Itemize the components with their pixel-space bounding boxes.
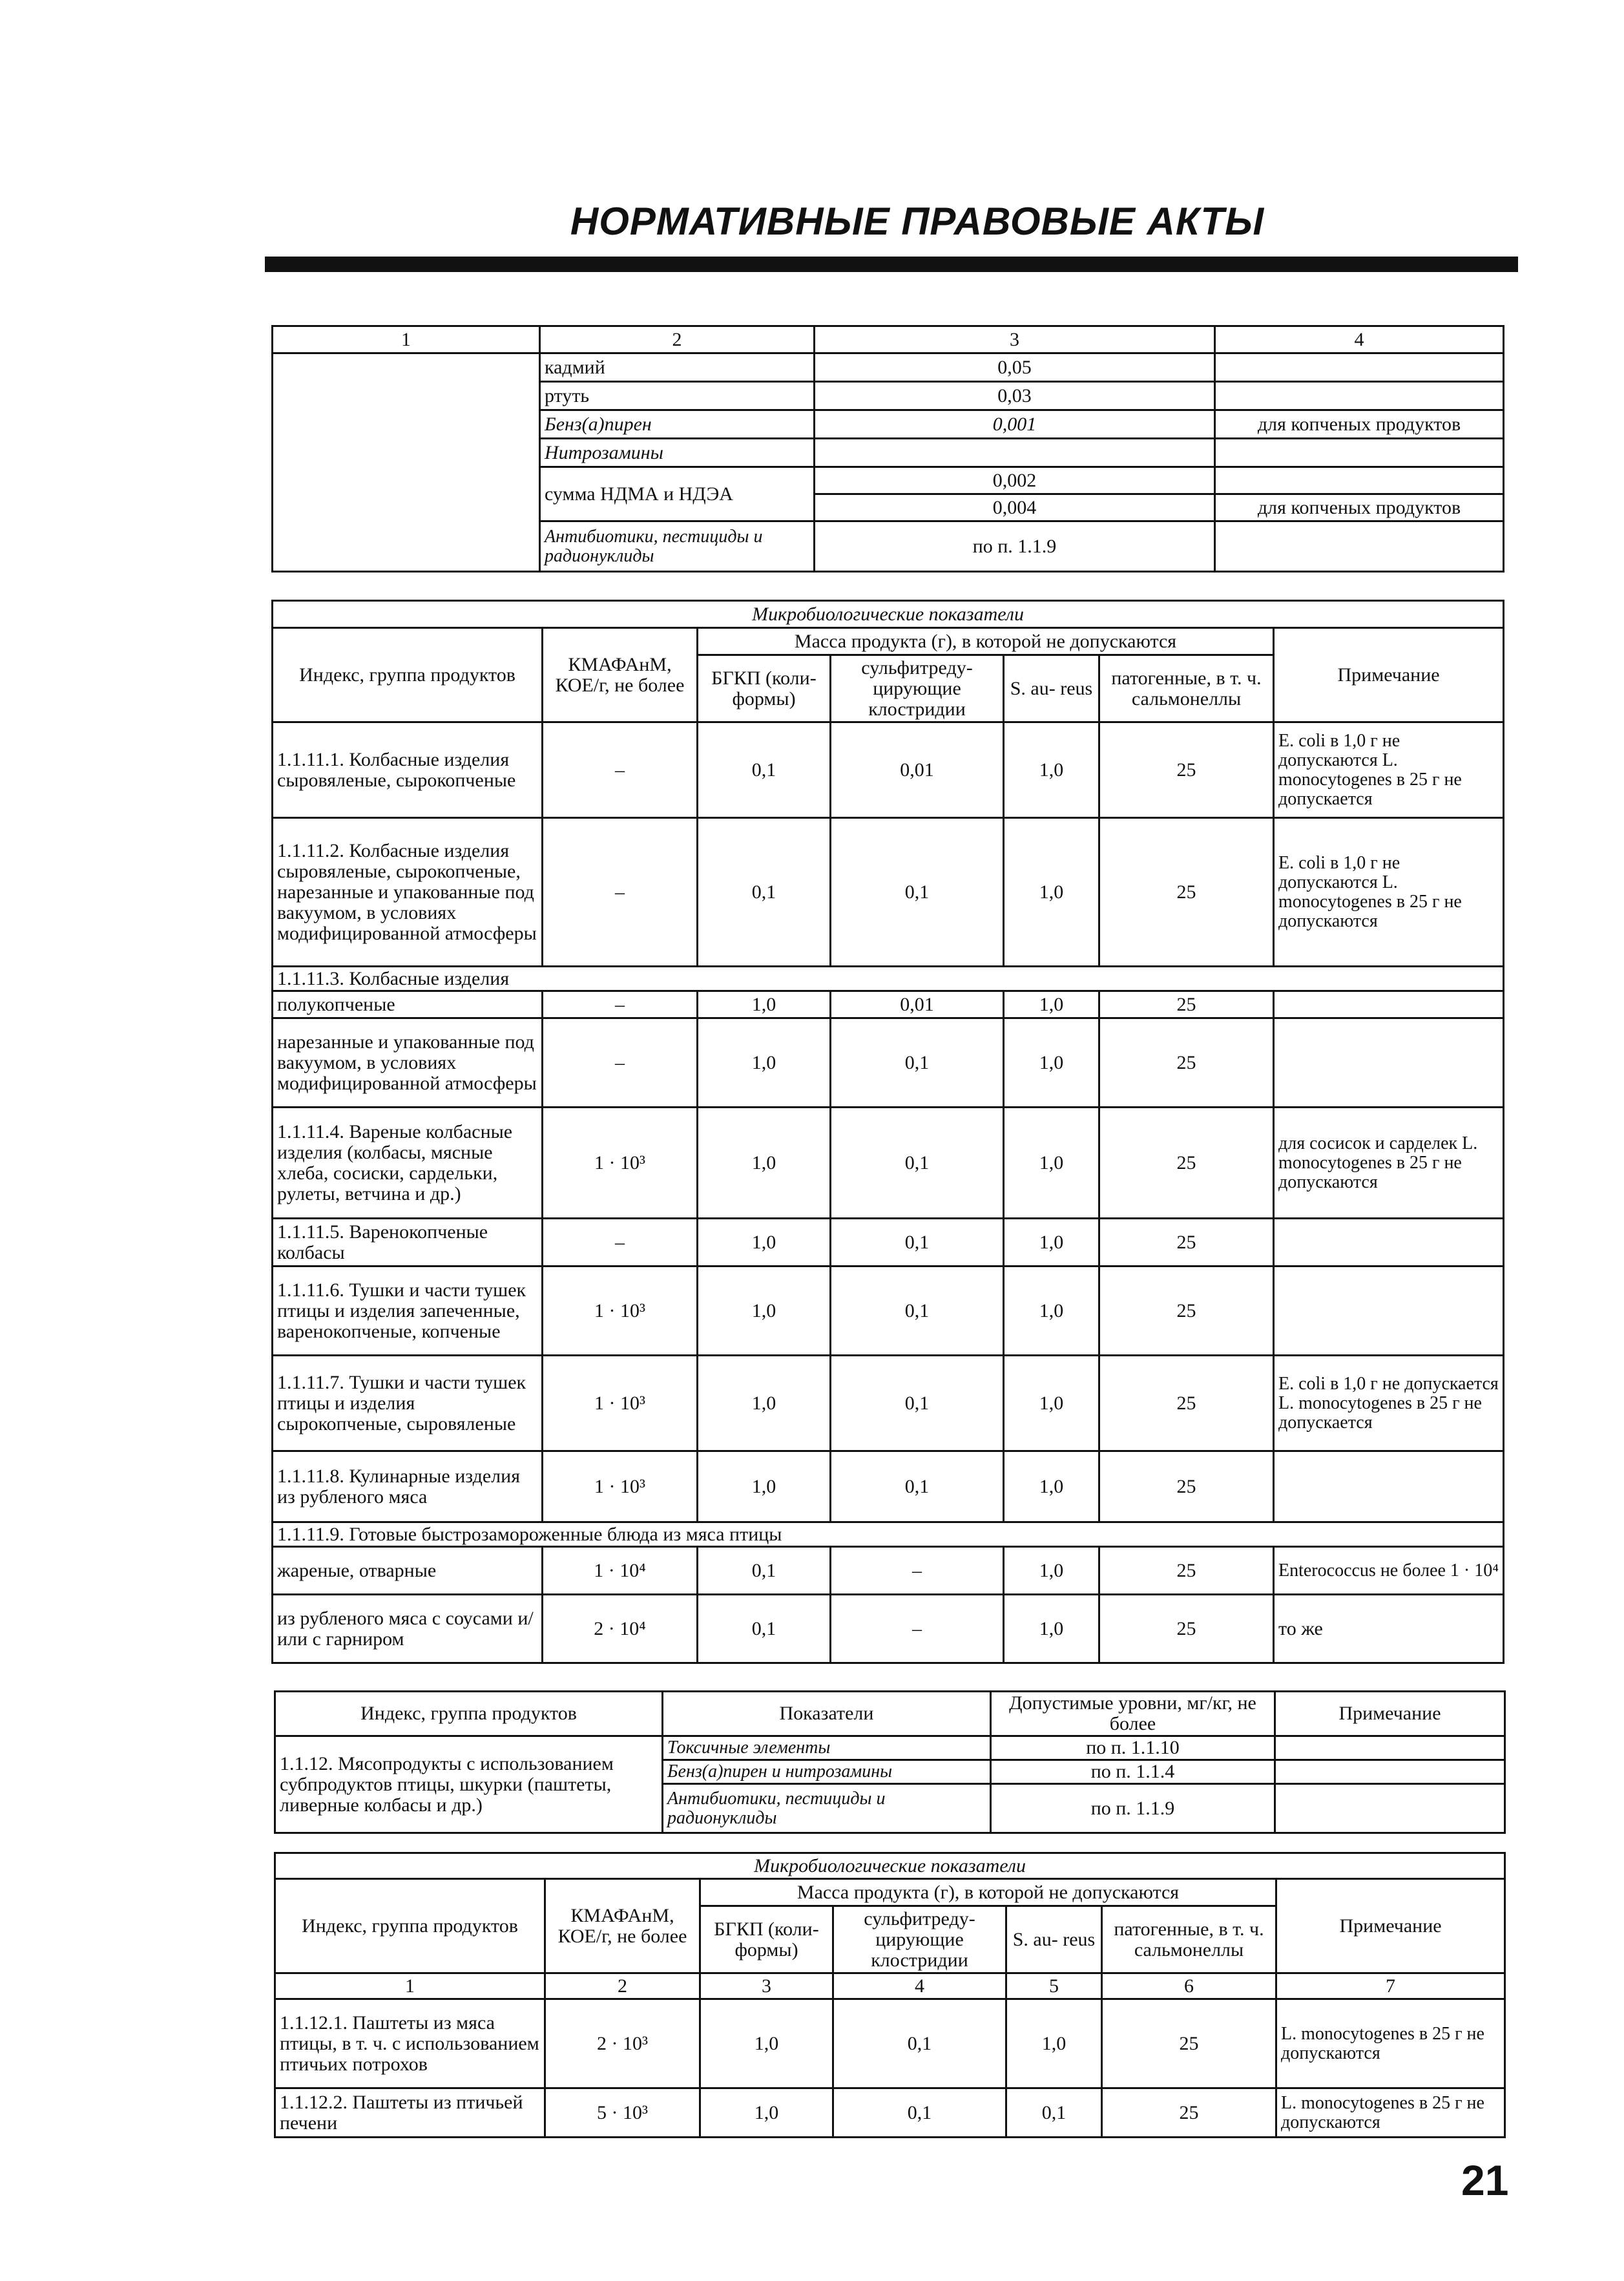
sulfite-value: 0,01 <box>831 991 1004 1018</box>
bgkp-value: 1,0 <box>698 1108 831 1219</box>
contaminant-name: Нитрозамины <box>540 439 815 467</box>
col-number: 3 <box>700 1973 833 1999</box>
contaminant-name: сумма НДМА и НДЭА <box>540 467 815 521</box>
col-header-saureus: S. au- reus <box>1004 655 1099 722</box>
bgkp-value: 1,0 <box>698 1451 831 1522</box>
product-index: 1.1.11.1. Колбасные изделия сыровяленые, сырокопченые <box>273 722 543 818</box>
row-note: E. coli в 1,0 г не допускается L. monocytogenes в 25 г не допускается <box>1274 1356 1504 1451</box>
product-index: 1.1.12. Мясопродукты с использованием субпродуктов птицы, шкурки (паштеты, ливерные колбасы и др.) <box>275 1736 663 1833</box>
sulfite-value: – <box>831 1595 1004 1663</box>
pathogen-value: 25 <box>1099 1547 1274 1595</box>
col-header-saureus: S. au- reus <box>1006 1906 1102 1973</box>
saureus-value: 1,0 <box>1004 1595 1099 1663</box>
sulfite-value: 0,1 <box>831 1018 1004 1108</box>
pathogen-value: 25 <box>1102 2088 1276 2138</box>
col-number: 6 <box>1102 1973 1276 1999</box>
bgkp-value: 1,0 <box>698 1267 831 1356</box>
group-header: 1.1.11.9. Готовые быстрозамороженные блюда из мяса птицы <box>273 1522 1504 1547</box>
bgkp-value: 1,0 <box>698 1018 831 1108</box>
sulfite-value: 0,1 <box>833 2088 1006 2138</box>
contaminant-note <box>1215 353 1504 382</box>
contaminant-value: 0,004 <box>815 494 1215 521</box>
col-header-index: Индекс, группа продуктов <box>275 1692 663 1736</box>
sulfite-value: 0,1 <box>831 818 1004 967</box>
kmafanm-value: 1 · 10³ <box>543 1356 698 1451</box>
header-rule <box>265 257 1518 272</box>
col-header-note: Примечание <box>1276 1879 1505 1973</box>
col-number: 7 <box>1276 1973 1505 1999</box>
row-note: L. monocytogenes в 25 г не допускаются <box>1276 1999 1505 2088</box>
bgkp-value: 1,0 <box>698 1219 831 1267</box>
contaminant-value: по п. 1.1.9 <box>815 521 1215 572</box>
indicator-level: по п. 1.1.4 <box>991 1760 1275 1784</box>
pathogen-value: 25 <box>1099 1108 1274 1219</box>
bgkp-value: 1,0 <box>698 1356 831 1451</box>
indicator-note <box>1275 1736 1505 1760</box>
row-note <box>1274 1451 1504 1522</box>
row-note: для сосисок и сарделек L. monocytogenes в 25 г не допускаются <box>1274 1108 1504 1219</box>
product-index: жареные, отварные <box>273 1547 543 1595</box>
contaminant-note <box>1215 439 1504 467</box>
col-header-indicators: Показатели <box>663 1692 991 1736</box>
bgkp-value: 1,0 <box>700 1999 833 2088</box>
indicator-name: Токсичные элементы <box>663 1736 991 1760</box>
saureus-value: 1,0 <box>1004 1018 1099 1108</box>
col-header-index: Индекс, группа продуктов <box>273 628 543 722</box>
indicator-name: Антибиотики, пестициды и радионуклиды <box>663 1784 991 1833</box>
pathogen-value: 25 <box>1099 722 1274 818</box>
pathogen-value: 25 <box>1099 1451 1274 1522</box>
saureus-value: 1,0 <box>1004 722 1099 818</box>
contaminant-value: 0,03 <box>815 382 1215 410</box>
col-number: 4 <box>833 1973 1006 1999</box>
kmafanm-value: 1 · 10³ <box>543 1108 698 1219</box>
microbiology-table-1-1-12 <box>274 1852 1506 2138</box>
sulfite-value: 0,1 <box>831 1451 1004 1522</box>
product-index: из рубленого мяса с соусами и/или с гарниром <box>273 1595 543 1663</box>
pathogen-value: 25 <box>1099 818 1274 967</box>
saureus-value: 1,0 <box>1004 1267 1099 1356</box>
contaminant-value: 0,001 <box>815 410 1215 439</box>
col-header-note: Примечание <box>1275 1692 1505 1736</box>
product-index: 1.1.11.7. Тушки и части тушек птицы и изделия сырокопченые, сыровяленые <box>273 1356 543 1451</box>
kmafanm-value: 1 · 10³ <box>543 1451 698 1522</box>
contaminant-value: 0,002 <box>815 467 1215 494</box>
sulfite-value: 0,1 <box>831 1219 1004 1267</box>
kmafanm-value: – <box>543 1219 698 1267</box>
sulfite-value: – <box>831 1547 1004 1595</box>
product-index: 1.1.11.5. Варенокопченые колбасы <box>273 1219 543 1267</box>
kmafanm-value: – <box>543 1018 698 1108</box>
row-note <box>1274 1018 1504 1108</box>
kmafanm-value: – <box>543 722 698 818</box>
pathogen-value: 25 <box>1099 991 1274 1018</box>
bgkp-value: 0,1 <box>698 818 831 967</box>
col-number: 4 <box>1215 326 1504 353</box>
col-number: 3 <box>815 326 1215 353</box>
contaminant-value: 0,05 <box>815 353 1215 382</box>
col-header-index: Индекс, группа продуктов <box>275 1879 545 1973</box>
col-header-mass: Масса продукта (г), в которой не допускаются <box>700 1879 1276 1906</box>
col-number: 2 <box>540 326 815 353</box>
sulfite-value: 0,1 <box>831 1267 1004 1356</box>
kmafanm-value: 5 · 10³ <box>545 2088 700 2138</box>
kmafanm-value: 1 · 10⁴ <box>543 1547 698 1595</box>
pathogen-value: 25 <box>1099 1356 1274 1451</box>
pathogen-value: 25 <box>1099 1219 1274 1267</box>
product-index: 1.1.11.2. Колбасные изделия сыровяленые, сырокопченые, нарезанные и упакованные под вакуумом, в условиях модифицированной атмосферы <box>273 818 543 967</box>
product-index: 1.1.11.6. Тушки и части тушек птицы и изделия запеченные, варенокопченые, копченые <box>273 1267 543 1356</box>
pathogen-value: 25 <box>1099 1018 1274 1108</box>
indicator-level: по п. 1.1.10 <box>991 1736 1275 1760</box>
col-header-levels: Допустимые уровни, мг/кг, не более <box>991 1692 1275 1736</box>
saureus-value: 1,0 <box>1004 1547 1099 1595</box>
contaminant-note: для копченых продуктов <box>1215 494 1504 521</box>
col-header-note: Примечание <box>1274 628 1504 722</box>
indicator-name: Бенз(а)пирен и нитрозамины <box>663 1760 991 1784</box>
product-index: 1.1.12.2. Паштеты из птичьей печени <box>275 2088 545 2138</box>
row-note <box>1274 1219 1504 1267</box>
product-index: полукопченые <box>273 991 543 1018</box>
kmafanm-value: 2 · 10⁴ <box>543 1595 698 1663</box>
kmafanm-value: – <box>543 818 698 967</box>
bgkp-value: 1,0 <box>700 2088 833 2138</box>
contaminant-note <box>1215 467 1504 494</box>
saureus-value: 1,0 <box>1004 991 1099 1018</box>
row-note: Enterococcus не более 1 · 10⁴ <box>1274 1547 1504 1595</box>
product-index: 1.1.12.1. Паштеты из мяса птицы, в т. ч. с использованием птичьих потрохов <box>275 1999 545 2088</box>
col-number: 1 <box>275 1973 545 1999</box>
page-number: 21 <box>1461 2156 1509 2204</box>
row-note: E. coli в 1,0 г не допускаются L. monocytogenes в 25 г не допускается <box>1274 722 1504 818</box>
contaminant-note <box>1215 382 1504 410</box>
kmafanm-value: 1 · 10³ <box>543 1267 698 1356</box>
product-index: 1.1.11.8. Кулинарные изделия из рубленого мяса <box>273 1451 543 1522</box>
saureus-value: 1,0 <box>1004 1219 1099 1267</box>
kmafanm-value: 2 · 10³ <box>545 1999 700 2088</box>
row-note: E. coli в 1,0 г не допускаются L. monocytogenes в 25 г не допускаются <box>1274 818 1504 967</box>
contaminant-name: ртуть <box>540 382 815 410</box>
col-number: 2 <box>545 1973 700 1999</box>
bgkp-value: 0,1 <box>698 722 831 818</box>
contaminant-note: для копченых продуктов <box>1215 410 1504 439</box>
saureus-value: 1,0 <box>1004 1356 1099 1451</box>
kmafanm-value: – <box>543 991 698 1018</box>
bgkp-value: 0,1 <box>698 1595 831 1663</box>
row-note <box>1274 1267 1504 1356</box>
section-title: НОРМАТИВНЫЕ ПРАВОВЫЕ АКТЫ <box>570 200 1265 243</box>
sulfite-value: 0,1 <box>831 1108 1004 1219</box>
col-header-kmafanm: КМАФАнМ, КОЕ/г, не более <box>545 1879 700 1973</box>
page-header <box>265 199 1518 272</box>
product-index: нарезанные и упакованные под вакуумом, в условиях модифицированной атмосферы <box>273 1018 543 1108</box>
row-note: L. monocytogenes в 25 г не допускаются <box>1276 2088 1505 2138</box>
col-header-bgkp: БГКП (коли- формы) <box>700 1906 833 1973</box>
contaminant-name: Антибиотики, пестициды и радионуклиды <box>540 521 815 572</box>
saureus-value: 1,0 <box>1004 1108 1099 1219</box>
pathogen-value: 25 <box>1099 1267 1274 1356</box>
saureus-value: 0,1 <box>1006 2088 1102 2138</box>
row-note: то же <box>1274 1595 1504 1663</box>
contaminant-name: кадмий <box>540 353 815 382</box>
micro-title: Микробиологические показатели <box>273 601 1504 628</box>
pathogen-value: 25 <box>1099 1595 1274 1663</box>
contaminant-value <box>815 439 1215 467</box>
indicator-note <box>1275 1784 1505 1833</box>
col-number: 5 <box>1006 1973 1102 1999</box>
bgkp-value: 0,1 <box>698 1547 831 1595</box>
bgkp-value: 1,0 <box>698 991 831 1018</box>
col-number: 1 <box>273 326 540 353</box>
saureus-value: 1,0 <box>1004 818 1099 967</box>
microbiology-table-1-1-11 <box>271 600 1504 1664</box>
contaminants-table <box>271 325 1504 573</box>
sulfite-value: 0,01 <box>831 722 1004 818</box>
micro-title: Микробиологические показатели <box>275 1853 1505 1879</box>
indicator-level: по п. 1.1.9 <box>991 1784 1275 1833</box>
col-header-sulfite: сульфитреду- цирующие клостридии <box>833 1906 1006 1973</box>
saureus-value: 1,0 <box>1006 1999 1102 2088</box>
sulfite-value: 0,1 <box>831 1356 1004 1451</box>
indicator-note <box>1275 1760 1505 1784</box>
offal-products-table <box>274 1690 1506 1834</box>
col-header-kmafanm: КМАФАнМ, КОЕ/г, не более <box>543 628 698 722</box>
product-index: 1.1.11.4. Вареные колбасные изделия (колбасы, мясные хлеба, сосиски, сардельки, рулеты, ветчина и др.) <box>273 1108 543 1219</box>
contaminant-note <box>1215 521 1504 572</box>
empty-index-cell <box>273 353 540 572</box>
row-note <box>1274 991 1504 1018</box>
col-header-pathogen: патогенные, в т. ч. сальмонеллы <box>1099 655 1274 722</box>
col-header-pathogen: патогенные, в т. ч. сальмонеллы <box>1102 1906 1276 1973</box>
saureus-value: 1,0 <box>1004 1451 1099 1522</box>
sulfite-value: 0,1 <box>833 1999 1006 2088</box>
col-header-sulfite: сульфитреду- цирующие клостридии <box>831 655 1004 722</box>
col-header-bgkp: БГКП (коли- формы) <box>698 655 831 722</box>
group-header: 1.1.11.3. Колбасные изделия <box>273 967 1504 991</box>
pathogen-value: 25 <box>1102 1999 1276 2088</box>
contaminant-name: Бенз(а)пирен <box>540 410 815 439</box>
col-header-mass: Масса продукта (г), в которой не допускаются <box>698 628 1274 655</box>
